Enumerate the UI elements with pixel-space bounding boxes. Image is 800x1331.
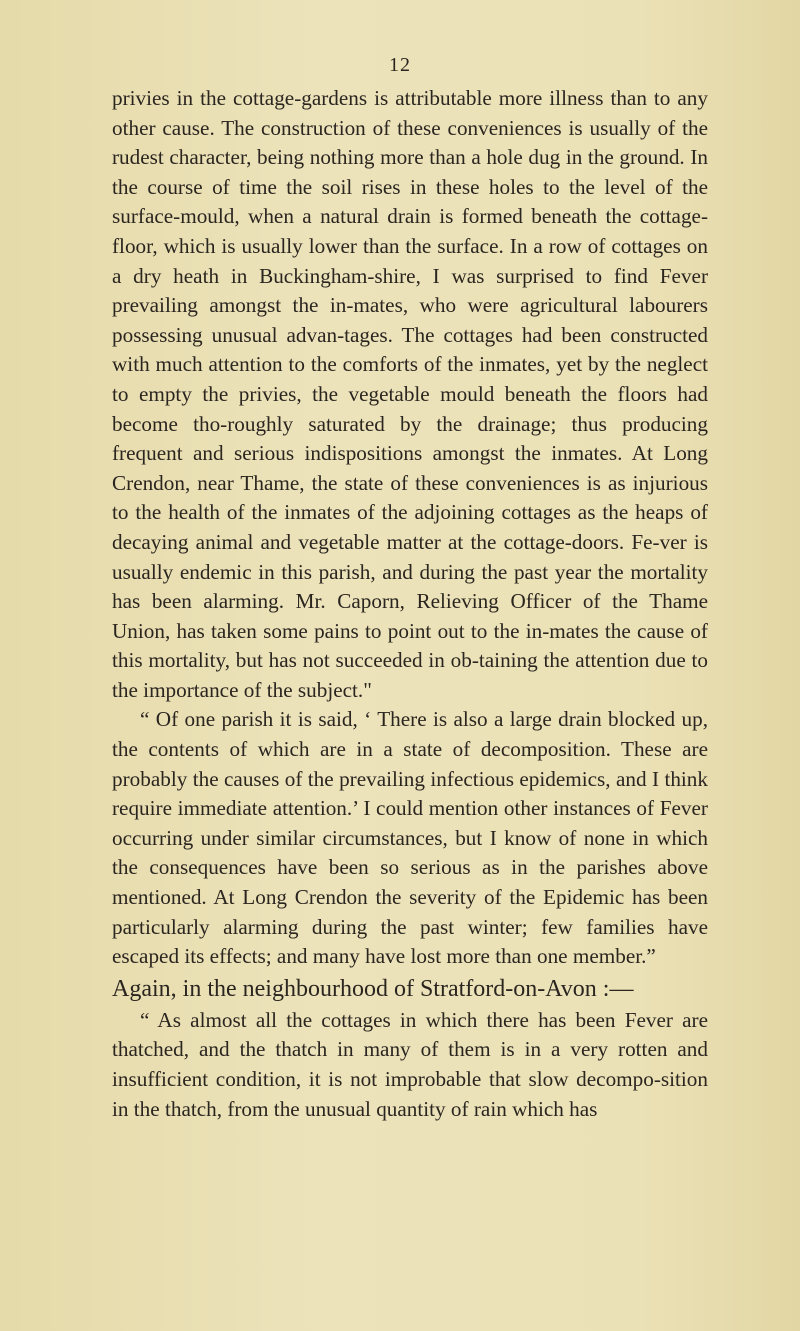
paragraph-quote-parish: “ Of one parish it is said, ‘ There is also a large drain blocked up, the contents of which are in a state of decomposition. These are probably the causes of the prevailing infectious epidemics, and I think require immediate attention.’ I could mention other instances of Fever occurring under similar circumstances, but I know of none in which the consequences have been so serious as in the parishes above mentioned. At Long Crendon the severity of the Epidemic has been particularly alarming during the past winter; few families have escaped its effects; and many have lost more than one member.” (112, 707, 708, 969)
paragraph-quote-thatch: “ As almost all the cottages in which there has been Fever are thatched, and the thatch in many of them is in a very rotten and insufficient condition, it is not improbable that slow decompo-sition in the thatch, from the unusual quantity of rain which has (112, 1007, 708, 1121)
page-number: 12 (389, 54, 411, 76)
section-intro-stratford: Again, in the neighbourhood of Stratford-on-Avon :— (112, 975, 634, 1002)
paragraph-continuation: privies in the cottage-gardens is attributable more illness than to any other cause. The construction of these conveniences is usually of the rudest character, being nothing more than a hole dug in the ground. In the course of time the soil rises in these holes to the level of the surface-mould, when a natural drain is formed beneath the cottage-floor, which is usually lower than the surface. In a row of cottages on a dry heath in Buckingham-shire, I was surprised to find Fever prevailing amongst the in-mates, who were agricultural labourers possessing unusual advan-tages. The cottages had been constructed with much attention to the comforts of the inmates, yet by the neglect to empty the privies, the vegetable mould beneath the floors had become tho-roughly saturated by the drainage; thus producing frequent and serious indispositions amongst the inmates. At Long Crendon, near Thame, the state of these conveniences is as injurious to the health of the inmates of the adjoining cottages as the heaps of decaying animal and vegetable matter at the cottage-doors. Fe-ver is usually endemic in this parish, and during the past year the mortality has been alarming. Mr. Caporn, Relieving Officer of the Thame Union, has taken some pains to point out to the in-mates the cause of this mortality, but has not succeeded in ob-taining the attention due to the importance of the subject." (112, 86, 708, 702)
body-text (112, 84, 708, 1124)
